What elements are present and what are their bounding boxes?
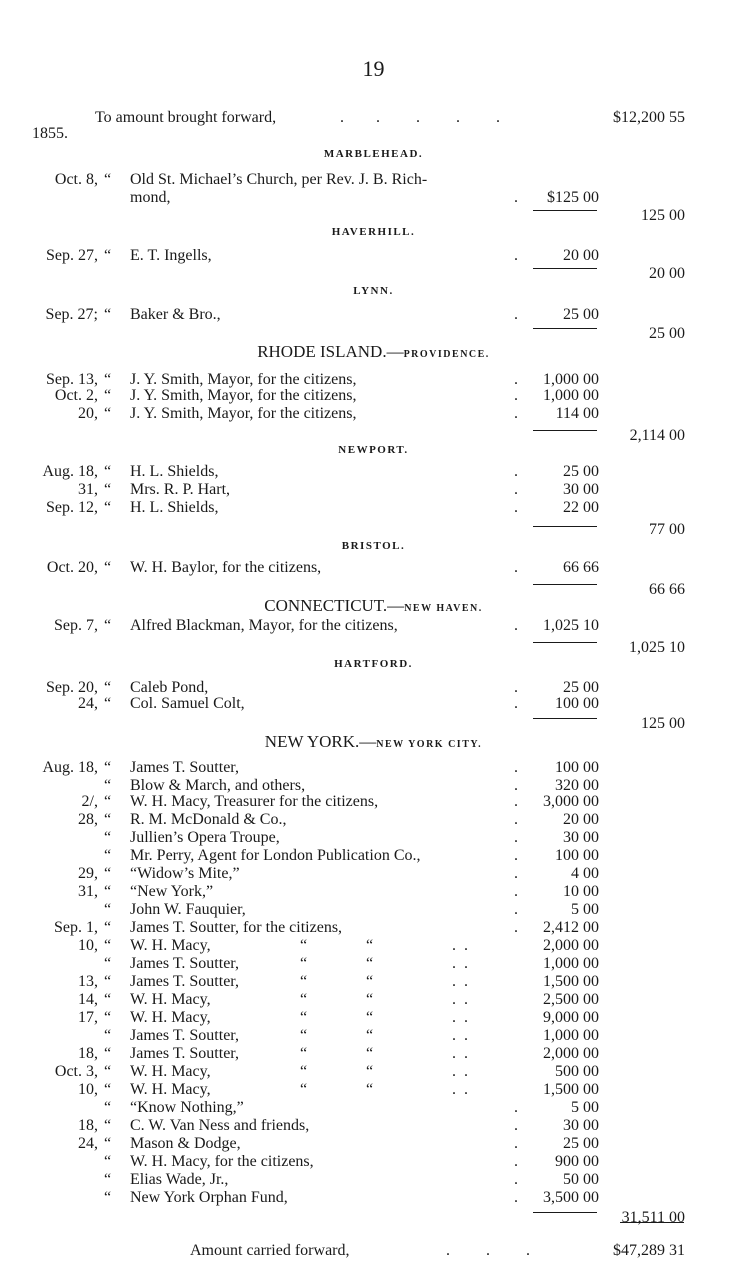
ditto-mark: “ (366, 955, 374, 972)
entry-description: W. H. Baylor, for the citizens, (130, 559, 322, 576)
entry-amount: 1,000 00 (543, 955, 599, 972)
entry-amount: 30 00 (563, 481, 599, 498)
ditto-mark: “ (104, 759, 112, 776)
entry-date: Sep. 7, (54, 617, 98, 634)
leader-dots: . (514, 559, 518, 576)
leader-dots: . (514, 189, 518, 206)
entry-description: “Know Nothing,” (130, 1099, 244, 1116)
entry-description: mond, (130, 189, 171, 206)
entry-date: 20, (78, 405, 98, 422)
leader-dots: . . (452, 937, 468, 954)
city-heading: NEWPORT. (338, 444, 409, 456)
ledger-row (0, 828, 747, 848)
leader-dots: . (514, 617, 518, 634)
ditto-mark: “ (104, 991, 112, 1008)
ditto-mark: “ (104, 793, 112, 810)
entry-amount: 66 66 (563, 559, 599, 576)
entry-description: James T. Soutter, for the citizens, (130, 919, 343, 936)
ditto-mark: “ (300, 1009, 308, 1026)
section-total-line (0, 264, 747, 284)
ditto-mark: “ (300, 1045, 308, 1062)
section-total: 20 00 (649, 265, 685, 282)
city-heading: HARTFORD. (334, 658, 413, 670)
ledger-row (0, 616, 747, 636)
ditto-mark: “ (104, 1189, 112, 1206)
section-total-line (0, 638, 747, 658)
ditto-mark: “ (104, 463, 112, 480)
leader-dots: . . (452, 1063, 468, 1080)
entry-amount: 320 00 (555, 777, 599, 794)
entry-date: 10, (78, 937, 98, 954)
ledger-row (0, 1026, 747, 1046)
entry-description: J. Y. Smith, Mayor, for the citizens, (130, 405, 357, 422)
ditto-mark: “ (104, 1081, 112, 1098)
leader-dots: . (514, 1117, 518, 1134)
entry-description: John W. Fauquier, (130, 901, 246, 918)
leader-dots: . . (452, 1045, 468, 1062)
ledger-row (0, 498, 747, 518)
leader-dots: . (514, 247, 518, 264)
entry-date: Sep. 12, (46, 499, 98, 516)
ditto-mark: “ (104, 1063, 112, 1080)
entry-amount: 25 00 (563, 1135, 599, 1152)
leader-dots: . (514, 777, 518, 794)
entry-date: Oct. 3, (54, 1063, 98, 1080)
ditto-mark: “ (104, 847, 112, 864)
entry-description: James T. Soutter, (130, 759, 239, 776)
entry-amount: 50 00 (563, 1171, 599, 1188)
entry-amount: 100 00 (555, 759, 599, 776)
entry-amount: 1,500 00 (543, 973, 599, 990)
entry-description: J. Y. Smith, Mayor, for the citizens, (130, 387, 357, 404)
ledger-row (0, 846, 747, 866)
entry-amount: 100 00 (555, 695, 599, 712)
state-heading (0, 596, 747, 616)
leader-dots: . (514, 405, 518, 422)
leader-dots: . . (452, 973, 468, 990)
entry-description: W. H. Macy, (130, 937, 211, 954)
entry-description: W. H. Macy, Treasurer for the citizens, (130, 793, 379, 810)
ditto-mark: “ (104, 499, 112, 516)
ditto-mark: “ (104, 1009, 112, 1026)
ditto-mark: “ (366, 1063, 374, 1080)
ledger-row (0, 386, 747, 406)
entry-amount: 5 00 (571, 901, 599, 918)
section-total: 125 00 (641, 715, 685, 732)
ditto-mark: “ (300, 991, 308, 1008)
section-total: 1,025 10 (629, 639, 685, 656)
leader-dots: . (514, 463, 518, 480)
leader-dots: . . (452, 1027, 468, 1044)
ditto-mark: “ (300, 1063, 308, 1080)
section-total-line (0, 324, 747, 344)
ledger-row (0, 954, 747, 974)
ledger-row (0, 246, 747, 266)
entry-description: Caleb Pond, (130, 679, 209, 696)
entry-description: Mason & Dodge, (130, 1135, 241, 1152)
leader-dots: . (514, 306, 518, 323)
section-total: 66 66 (649, 581, 685, 598)
state-name: CONNECTICUT.— (264, 596, 405, 615)
leader-dots: . (514, 1189, 518, 1206)
entry-amount: 100 00 (555, 847, 599, 864)
section-total: 125 00 (641, 207, 685, 224)
ditto-mark: “ (104, 1027, 112, 1044)
leader-dots: . (514, 1099, 518, 1116)
leader-dots: . (514, 811, 518, 828)
entry-description: W. H. Macy, for the citizens, (130, 1153, 314, 1170)
entry-description: Col. Samuel Colt, (130, 695, 245, 712)
ditto-mark: “ (104, 481, 112, 498)
ditto-mark: “ (300, 955, 308, 972)
ditto-mark: “ (104, 617, 112, 634)
ledger-row (0, 1116, 747, 1136)
year-line (0, 124, 747, 144)
entry-amount: 2,412 00 (543, 919, 599, 936)
entry-date: Sep. 1, (54, 919, 98, 936)
ditto-mark: “ (366, 1027, 374, 1044)
ledger-row (0, 918, 747, 938)
leader-dots: . (514, 481, 518, 498)
ledger-row (0, 1170, 747, 1190)
leader-dots: . (514, 883, 518, 900)
ditto-mark: “ (300, 973, 308, 990)
leader-dots: . (514, 1171, 518, 1188)
ledger-row (0, 972, 747, 992)
entry-amount: 1,000 00 (543, 387, 599, 404)
ditto-mark: “ (104, 1117, 112, 1134)
entry-amount: 1,025 10 (543, 617, 599, 634)
entry-description: James T. Soutter, (130, 973, 239, 990)
ditto-mark: “ (366, 973, 374, 990)
entry-amount: 25 00 (563, 306, 599, 323)
entry-description: J. Y. Smith, Mayor, for the citizens, (130, 371, 357, 388)
entry-description: Blow & March, and others, (130, 777, 306, 794)
entry-date: Oct. 8, (54, 171, 98, 188)
entry-amount: 22 00 (563, 499, 599, 516)
ditto-mark: “ (104, 1171, 112, 1188)
ledger-row (0, 990, 747, 1010)
leader-dots: . (514, 759, 518, 776)
entry-description: C. W. Van Ness and friends, (130, 1117, 310, 1134)
leader-dots: . (514, 695, 518, 712)
entry-amount: 25 00 (563, 463, 599, 480)
entry-date: 28, (78, 811, 98, 828)
entry-description: “Widow’s Mite,” (130, 865, 240, 882)
leader-dots: . . . . . (340, 109, 500, 126)
section-total-line (0, 426, 747, 446)
state-heading (0, 342, 747, 362)
entry-date: 31, (78, 481, 98, 498)
ditto-mark: “ (104, 695, 112, 712)
page-number: 19 (362, 56, 385, 81)
entry-description: Elias Wade, Jr., (130, 1171, 229, 1188)
ledger-row (0, 936, 747, 956)
entry-date: Oct. 20, (46, 559, 98, 576)
state-name: RHODE ISLAND.— (257, 342, 404, 361)
ditto-mark: “ (104, 883, 112, 900)
leader-dots: . (514, 1135, 518, 1152)
entry-date: Sep. 13, (46, 371, 98, 388)
ditto-mark: “ (366, 1081, 374, 1098)
entry-description: “New York,” (130, 883, 214, 900)
section-total: 25 00 (649, 325, 685, 342)
section-total: 77 00 (649, 521, 685, 538)
entry-date: 24, (78, 695, 98, 712)
ditto-mark: “ (104, 1099, 112, 1116)
ledger-row (0, 1008, 747, 1028)
state-heading (0, 732, 747, 752)
entry-description: Baker & Bro., (130, 306, 221, 323)
ledger-row (0, 462, 747, 482)
ditto-mark: “ (104, 777, 112, 794)
ledger-row (0, 694, 747, 714)
entry-amount: 1,000 00 (543, 371, 599, 388)
ledger-row (0, 170, 747, 190)
ditto-mark: “ (104, 919, 112, 936)
city-heading: NEW HAVEN. (404, 603, 483, 614)
entry-description: H. L. Shields, (130, 463, 219, 480)
entry-amount: 2,000 00 (543, 937, 599, 954)
entry-date: 18, (78, 1045, 98, 1062)
entry-description: James T. Soutter, (130, 1027, 239, 1044)
section-total-line (0, 520, 747, 540)
entry-description: H. L. Shields, (130, 499, 219, 516)
ditto-mark: “ (104, 1135, 112, 1152)
ditto-mark: “ (104, 387, 112, 404)
entry-amount: 1,000 00 (543, 1027, 599, 1044)
ledger-row (0, 810, 747, 830)
ledger-row (0, 480, 747, 500)
carried-forward-label: Amount carried forward, (190, 1242, 350, 1259)
leader-dots: . (514, 1153, 518, 1170)
entry-date: Oct. 2, (54, 387, 98, 404)
entry-date: 2/, (81, 793, 98, 810)
carried-forward-line (0, 1240, 747, 1262)
entry-description: W. H. Macy, (130, 1009, 211, 1026)
ditto-mark: “ (104, 865, 112, 882)
ditto-mark: “ (104, 829, 112, 846)
entry-amount: 2,000 00 (543, 1045, 599, 1062)
entry-description: James T. Soutter, (130, 1045, 239, 1062)
ditto-mark: “ (104, 955, 112, 972)
entry-date: Aug. 18, (42, 759, 98, 776)
grand-total-rule (620, 1222, 684, 1223)
entry-date: 13, (78, 973, 98, 990)
ditto-mark: “ (104, 171, 112, 188)
ditto-mark: “ (300, 937, 308, 954)
ledger-row (0, 558, 747, 578)
ditto-mark: “ (104, 937, 112, 954)
leader-dots: . (514, 387, 518, 404)
ledger-row (0, 404, 747, 424)
ledger-row (0, 1080, 747, 1100)
entry-amount: 2,500 00 (543, 991, 599, 1008)
entry-date: 29, (78, 865, 98, 882)
section-total: 2,114 00 (629, 427, 685, 444)
section-total: 31,511 00 (621, 1209, 685, 1226)
leader-dots: . (514, 847, 518, 864)
entry-description: W. H. Macy, (130, 991, 211, 1008)
entry-amount: 4 00 (571, 865, 599, 882)
leader-dots: . . (452, 1081, 468, 1098)
ditto-mark: “ (104, 405, 112, 422)
ledger-row (0, 188, 747, 208)
ditto-mark: “ (300, 1027, 308, 1044)
brought-forward-label: To amount brought forward, (95, 109, 277, 126)
leader-dots: . . . (446, 1242, 530, 1259)
ditto-mark: “ (104, 1153, 112, 1170)
ledger-row (0, 1044, 747, 1064)
ditto-mark: “ (104, 679, 112, 696)
ditto-mark: “ (104, 1045, 112, 1062)
brought-forward-amount: $12,200 55 (613, 109, 685, 126)
entry-amount: 114 00 (555, 405, 599, 422)
ditto-mark: “ (104, 973, 112, 990)
ledger-row (0, 900, 747, 920)
leader-dots: . . (452, 991, 468, 1008)
entry-amount: 20 00 (563, 247, 599, 264)
entry-date: 10, (78, 1081, 98, 1098)
entry-date: Sep. 27, (46, 247, 98, 264)
city-heading: BRISTOL. (341, 540, 406, 552)
entry-amount: 9,000 00 (543, 1009, 599, 1026)
ditto-mark: “ (366, 991, 374, 1008)
leader-dots: . (514, 865, 518, 882)
entry-description: Mrs. R. P. Hart, (130, 481, 231, 498)
ledger-row (0, 1188, 747, 1208)
ledger-row (0, 864, 747, 884)
ditto-mark: “ (366, 937, 374, 954)
entry-amount: 10 00 (563, 883, 599, 900)
ditto-mark: “ (366, 1009, 374, 1026)
ledger-row (0, 1152, 747, 1172)
entry-description: James T. Soutter, (130, 955, 239, 972)
entry-amount: 3,500 00 (543, 1189, 599, 1206)
entry-amount: 500 00 (555, 1063, 599, 1080)
entry-amount: 1,500 00 (543, 1081, 599, 1098)
entry-date: 14, (78, 991, 98, 1008)
year: 1855. (32, 125, 68, 142)
ditto-mark: “ (366, 1045, 374, 1062)
section-total-line (0, 1208, 747, 1228)
entry-date: 18, (78, 1117, 98, 1134)
leader-dots: . . (452, 955, 468, 972)
state-name: NEW YORK.— (264, 732, 377, 751)
section-total-line (0, 206, 747, 226)
city-heading: NEW YORK CITY. (376, 739, 483, 750)
city-heading: MARBLEHEAD. (323, 148, 424, 160)
leader-dots: . (514, 793, 518, 810)
entry-amount: $125 00 (547, 189, 599, 206)
ledger-row (0, 1062, 747, 1082)
entry-date: 17, (78, 1009, 98, 1026)
ledger-row (0, 792, 747, 812)
ditto-mark: “ (104, 247, 112, 264)
entry-amount: 30 00 (563, 1117, 599, 1134)
ditto-mark: “ (104, 559, 112, 576)
entry-description: Old St. Michael’s Church, per Rev. J. B. Rich- (130, 171, 428, 188)
leader-dots: . (514, 371, 518, 388)
city-heading: PROVIDENCE. (403, 349, 490, 360)
ditto-mark: “ (104, 306, 112, 323)
entry-description: Mr. Perry, Agent for London Publication Co., (130, 847, 421, 864)
ledger-row (0, 882, 747, 902)
ledger-row (0, 758, 747, 778)
entry-amount: 5 00 (571, 1099, 599, 1116)
entry-description: E. T. Ingells, (130, 247, 212, 264)
city-heading: LYNN. (353, 285, 394, 297)
entry-date: Aug. 18, (42, 463, 98, 480)
entry-amount: 20 00 (563, 811, 599, 828)
entry-description: W. H. Macy, (130, 1063, 211, 1080)
entry-description: W. H. Macy, (130, 1081, 211, 1098)
entry-amount: 3,000 00 (543, 793, 599, 810)
ditto-mark: “ (104, 371, 112, 388)
entry-amount: 30 00 (563, 829, 599, 846)
ditto-mark: “ (104, 901, 112, 918)
entry-date: 31, (78, 883, 98, 900)
entry-description: Alfred Blackman, Mayor, for the citizens, (130, 617, 398, 634)
leader-dots: . (514, 901, 518, 918)
leader-dots: . (514, 829, 518, 846)
leader-dots: . (514, 499, 518, 516)
entry-date: Sep. 20, (46, 679, 98, 696)
city-heading: HAVERHILL. (331, 226, 416, 238)
ledger-row (0, 1098, 747, 1118)
ledger-row (0, 305, 747, 325)
leader-dots: . . (452, 1009, 468, 1026)
ledger-row (0, 1134, 747, 1154)
entry-amount: 900 00 (555, 1153, 599, 1170)
entry-date: Sep. 27; (45, 306, 98, 323)
ditto-mark: “ (104, 811, 112, 828)
entry-date: 24, (78, 1135, 98, 1152)
leader-dots: . (514, 679, 518, 696)
entry-description: Jullien’s Opera Troupe, (130, 829, 280, 846)
entry-description: R. M. McDonald & Co., (130, 811, 287, 828)
section-total-line (0, 714, 747, 734)
ditto-mark: “ (300, 1081, 308, 1098)
leader-dots: . (514, 919, 518, 936)
entry-amount: 25 00 (563, 679, 599, 696)
carried-forward-amount: $47,289 31 (613, 1242, 685, 1259)
entry-description: New York Orphan Fund, (130, 1189, 288, 1206)
